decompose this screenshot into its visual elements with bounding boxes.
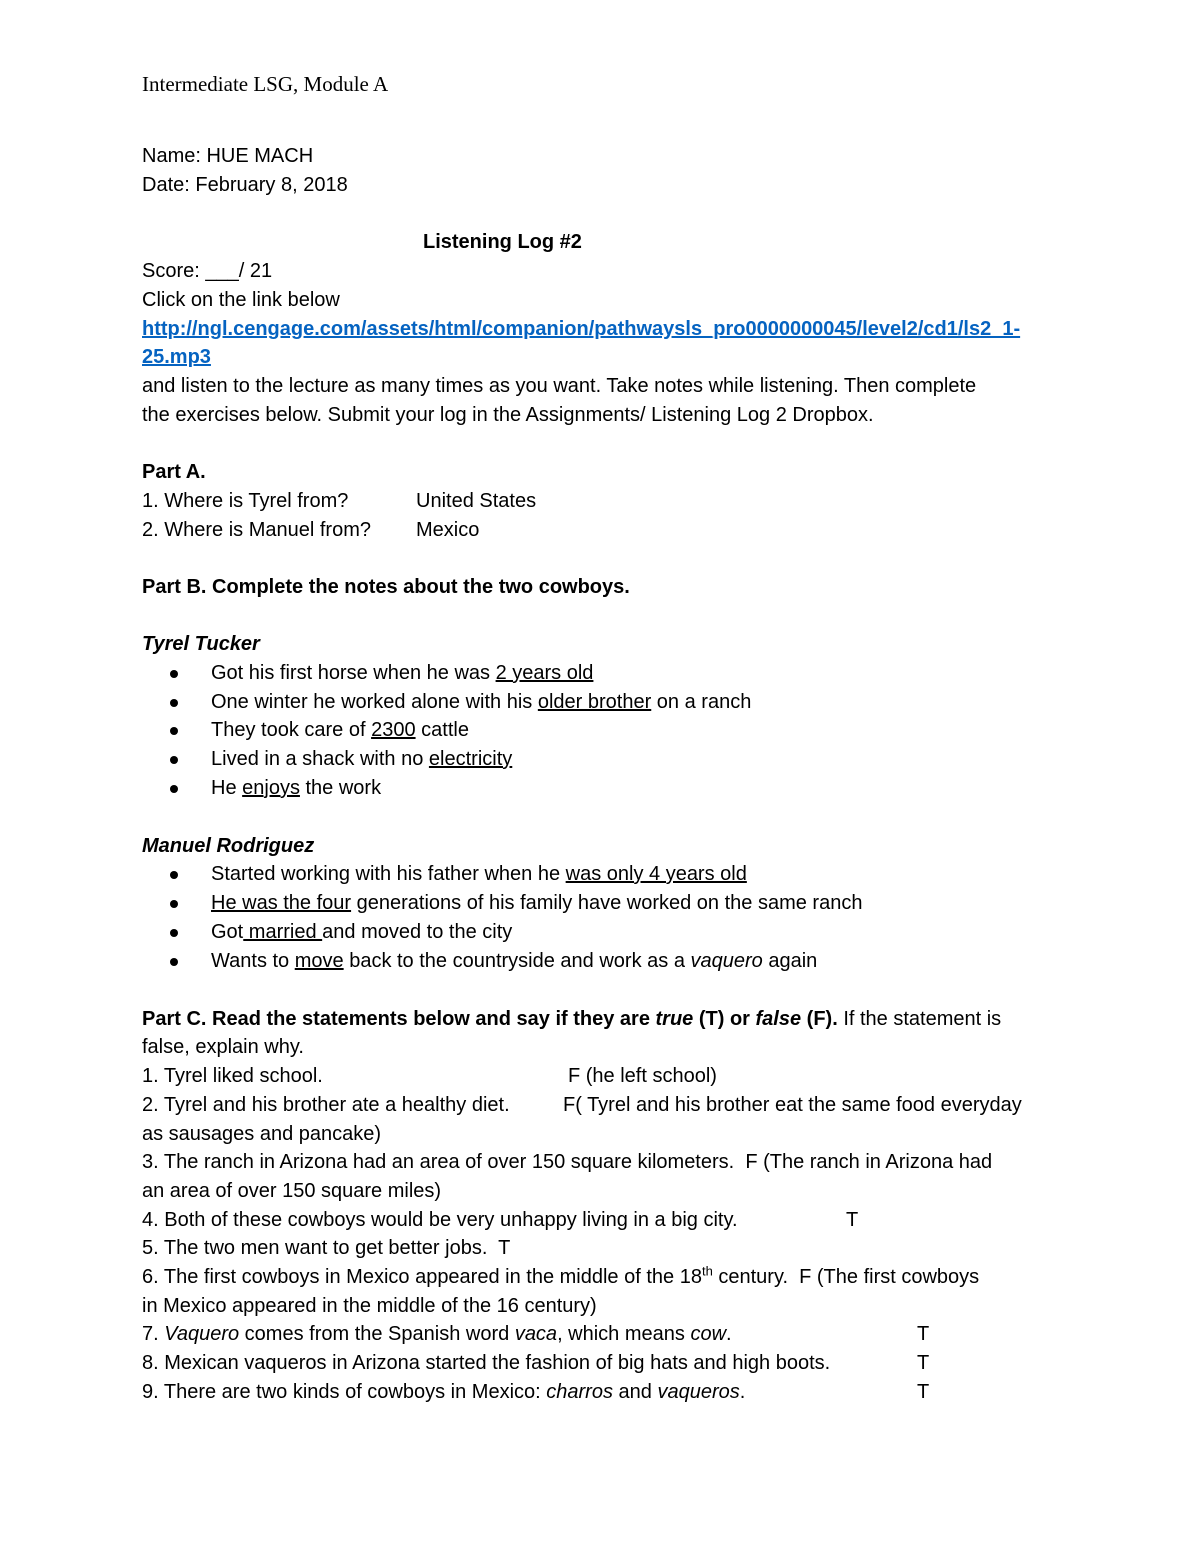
list-item: Got married and moved to the city xyxy=(211,921,513,943)
click-instruction: Click on the link below xyxy=(142,289,340,311)
statement-1: 1. Tyrel liked school. xyxy=(142,1065,323,1087)
statement-6: 6. The first cowboys in Mexico appeared in the middle of the 18th century. F (The first cowboys xyxy=(142,1263,980,1288)
name-line xyxy=(142,142,313,170)
audio-link-line1[interactable] xyxy=(142,315,1020,343)
name-value: HUE MACH xyxy=(206,145,314,167)
part-a-a2: Mexico xyxy=(416,519,480,541)
statement-8: 8. Mexican vaqueros in Arizona started the fashion of big hats and high boots. xyxy=(142,1352,831,1374)
part-a-q1: 1. Where is Tyrel from? xyxy=(142,490,349,512)
statement-7: 7. Vaquero comes from the Spanish word vaca, which means cow. xyxy=(142,1323,732,1345)
statement-3: 3. The ranch in Arizona had an area of over 150 square kilometers. F (The ranch in Arizona had xyxy=(142,1151,993,1173)
list-item: He enjoys the work xyxy=(211,777,382,799)
audio-link-line2[interactable] xyxy=(142,343,211,371)
statement-9: 9. There are two kinds of cowboys in Mexico: charros and vaqueros. xyxy=(142,1381,746,1403)
list-item: He was the four generations of his family have worked on the same ranch xyxy=(211,892,863,914)
part-a-heading: Part A. xyxy=(142,461,206,483)
list-item: Started working with his father when he was only 4 years old xyxy=(211,863,747,885)
part-b-heading: Part B. Complete the notes about the two cowboys. xyxy=(142,576,630,598)
name-label: Name: xyxy=(142,145,201,167)
score-value: ___/ 21 xyxy=(205,260,273,282)
document-header: Intermediate LSG, Module A xyxy=(142,72,389,96)
statement-9-answer: T xyxy=(917,1381,930,1403)
statement-6-continued: in Mexico appeared in the middle of the 16 century) xyxy=(142,1295,597,1317)
list-item: Got his first horse when he was 2 years old xyxy=(211,662,594,684)
list-item: They took care of 2300 cattle xyxy=(211,719,469,741)
audio-link[interactable]: http://ngl.cengage.com/assets/html/companion/pathwaysls_pro0000000045/level2/cd1/ls2_1- xyxy=(142,318,1021,340)
statement-7-answer: T xyxy=(917,1323,930,1345)
score-line xyxy=(142,257,272,285)
list-item: Wants to move back to the countryside and work as a vaquero again xyxy=(211,950,818,972)
instructions-line2: the exercises below. Submit your log in the Assignments/ Listening Log 2 Dropbox. xyxy=(142,404,874,426)
statement-5: 5. The two men want to get better jobs. T xyxy=(142,1237,511,1259)
instructions-line1: and listen to the lecture as many times as you want. Take notes while listening. Then complete xyxy=(142,375,977,397)
part-a-a1: United States xyxy=(416,490,537,512)
date-value: February 8, 2018 xyxy=(195,174,348,196)
score-label: Score: xyxy=(142,260,200,282)
statement-2-answer: F( Tyrel and his brother eat the same food everyday xyxy=(563,1094,1022,1116)
part-c-heading-line2: false, explain why. xyxy=(142,1036,304,1058)
statement-2-continued: as sausages and pancake) xyxy=(142,1123,382,1145)
statement-3-continued: an area of over 150 square miles) xyxy=(142,1180,442,1202)
statement-4: 4. Both of these cowboys would be very unhappy living in a big city. xyxy=(142,1209,738,1231)
tyrel-title: Tyrel Tucker xyxy=(142,633,260,655)
list-item: One winter he worked alone with his older brother on a ranch xyxy=(211,691,752,713)
date-label: Date: xyxy=(142,174,190,196)
part-c-heading: Part C. Read the statements below and say if they are true (T) or false (F). If the statement is xyxy=(142,1008,1002,1030)
audio-link-continued[interactable]: 25.mp3 xyxy=(142,346,211,368)
part-a-q2: 2. Where is Manuel from? xyxy=(142,519,371,541)
date-line xyxy=(142,171,348,199)
list-item: Lived in a shack with no electricity xyxy=(211,748,513,770)
statement-2: 2. Tyrel and his brother ate a healthy diet. xyxy=(142,1094,510,1116)
statement-4-answer: T xyxy=(846,1209,859,1231)
statement-1-answer: F (he left school) xyxy=(568,1065,717,1087)
statement-8-answer: T xyxy=(917,1352,930,1374)
page-title: Listening Log #2 xyxy=(423,231,582,253)
manuel-title: Manuel Rodriguez xyxy=(142,835,315,857)
